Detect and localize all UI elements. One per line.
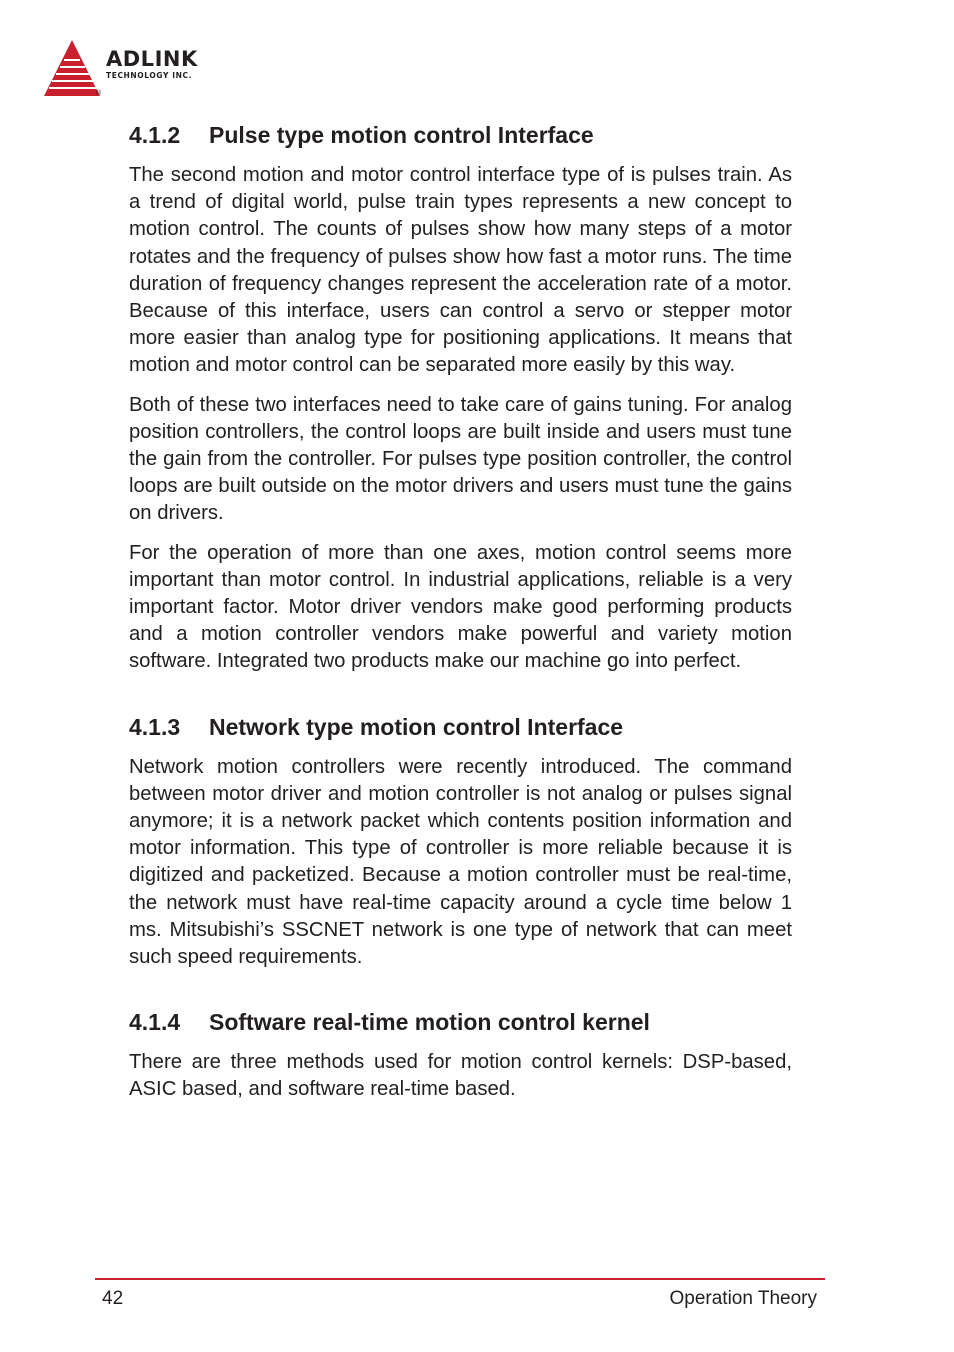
- logo-tagline: TECHNOLOGY INC.: [106, 71, 193, 80]
- section-title: Software real-time motion control kernel: [209, 1009, 650, 1036]
- logo-text: [106, 48, 198, 80]
- section-title: Network type motion control Interface: [209, 713, 624, 740]
- paragraph: Network motion controllers were recently introduced. The command between motor driver and motion controller is not analog or pulses signal anymore; it is a network packet which contents position information and motor information. This type of controller is more reliable because it is digitized and packetized. Because a motion controller must be real-time, the network must have real-time capacity around a cycle time below 1 ms. Mitsubishi’s SSCNET network is one type of network that can meet such speed requirements.: [129, 755, 792, 969]
- paragraph: The second motion and motor control interface type of is pulses train. As a trend of digital world, pulse train types represents a new concept to motion control. The counts of pulses show how many steps of a motor rotates and the frequency of pulses show how fast a motor runs. The time duration of frequency changes represent the acceleration rate of a motor. Because of this interface, users can control a servo or stepper motor more easier than analog type for positioning applications. It means that motion and motor control can be separated more easily by this way.: [129, 164, 792, 377]
- section-number: 4.1.2: [129, 122, 181, 148]
- registered-mark: ®: [96, 90, 102, 97]
- page-number: 42: [102, 1288, 124, 1309]
- section-number: 4.1.4: [129, 1009, 181, 1036]
- logo-name: ADLINK: [106, 47, 198, 71]
- page-content: [129, 118, 792, 1116]
- section-title: Pulse type motion control Interface: [209, 122, 594, 148]
- section-heading: [129, 118, 792, 152]
- paragraph: For the operation of more than one axes, motion control seems more important than motor control. In industrial applications, reliable is a very important factor. Motor driver vendors make good performing products and a motion controller vendors make powerful and variety motion software. Integrated two products make our machine go into perfect.: [129, 541, 792, 673]
- footer-rule: [95, 1278, 825, 1280]
- section-number: 4.1.3: [129, 713, 181, 740]
- section-heading: [129, 710, 792, 744]
- section-heading: [129, 1005, 792, 1039]
- paragraph: Both of these two interfaces need to take care of gains tuning. For analog position controllers, the control loops are built inside and users must tune the gain from the controller. For pulses type position controller, the control loops are built outside on the motor drivers and users must tune the gains on drivers.: [129, 393, 792, 525]
- paragraph: There are three methods used for motion control kernels: DSP-based, ASIC based, and software real-time based.: [129, 1051, 792, 1101]
- chapter-title: Operation Theory: [669, 1288, 817, 1309]
